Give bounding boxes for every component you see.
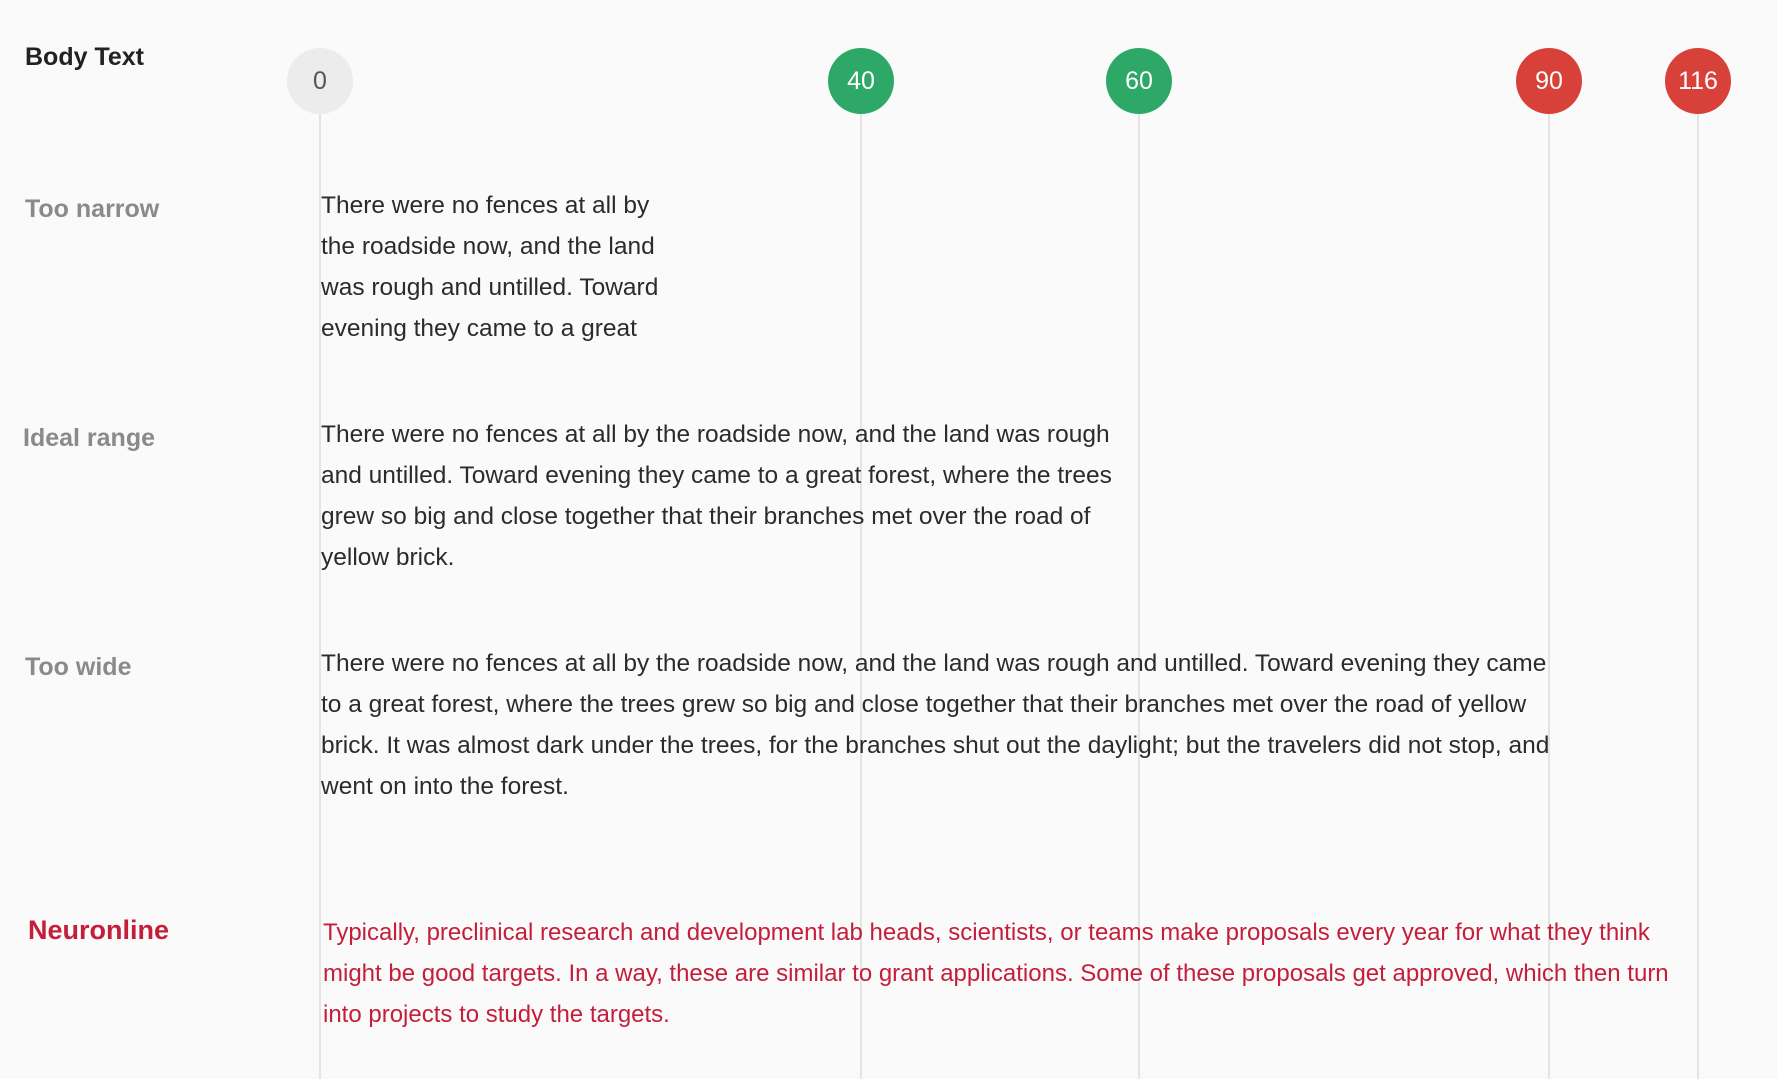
text-line: into projects to study the targets.	[323, 1001, 670, 1028]
marker-60: 60	[1106, 48, 1172, 114]
text-line: went on into the forest.	[321, 773, 569, 800]
marker-116: 116	[1665, 48, 1731, 114]
sample-text-too-wide	[321, 643, 1549, 807]
text-line: There were no fences at all by the roadside now, and the land was rough and untilled. Toward evening they came	[321, 650, 1547, 677]
row-label-too-narrow: Too narrow	[25, 195, 160, 223]
row-label-too-wide: Too wide	[25, 653, 132, 681]
sample-text-ideal-range	[321, 414, 1112, 578]
text-line: Typically, preclinical research and development lab heads, scientists, or teams make proposals every year for what they think	[323, 919, 1650, 946]
marker-90: 90	[1516, 48, 1582, 114]
text-line: There were no fences at all by	[321, 192, 650, 219]
text-line: grew so big and close together that their branches met over the road of	[321, 503, 1091, 530]
marker-0: 0	[287, 48, 353, 114]
sample-text-too-narrow	[321, 185, 658, 349]
text-line: evening they came to a great	[321, 315, 637, 342]
guide-line-116	[1697, 81, 1699, 1079]
text-line: There were no fences at all by the roadside now, and the land was rough	[321, 421, 1110, 448]
row-label-neuronline: Neuronline	[28, 915, 170, 945]
sample-text-neuronline	[323, 912, 1669, 1035]
text-line: the roadside now, and the land	[321, 233, 655, 260]
marker-40: 40	[828, 48, 894, 114]
text-line: yellow brick.	[321, 544, 455, 571]
text-line: to a great forest, where the trees grew so big and close together that their branches met over the road of yellow	[321, 691, 1527, 718]
text-line: might be good targets. In a way, these are similar to grant applications. Some of these proposals get approved, which then turn	[323, 960, 1669, 987]
row-label-ideal-range: Ideal range	[23, 424, 155, 452]
header-label: Body Text	[25, 43, 144, 71]
text-line: brick. It was almost dark under the trees, for the branches shut out the daylight; but the travelers did not stop, and	[321, 732, 1550, 759]
text-line: was rough and untilled. Toward	[321, 274, 659, 301]
text-line: and untilled. Toward evening they came to a great forest, where the trees	[321, 462, 1112, 489]
